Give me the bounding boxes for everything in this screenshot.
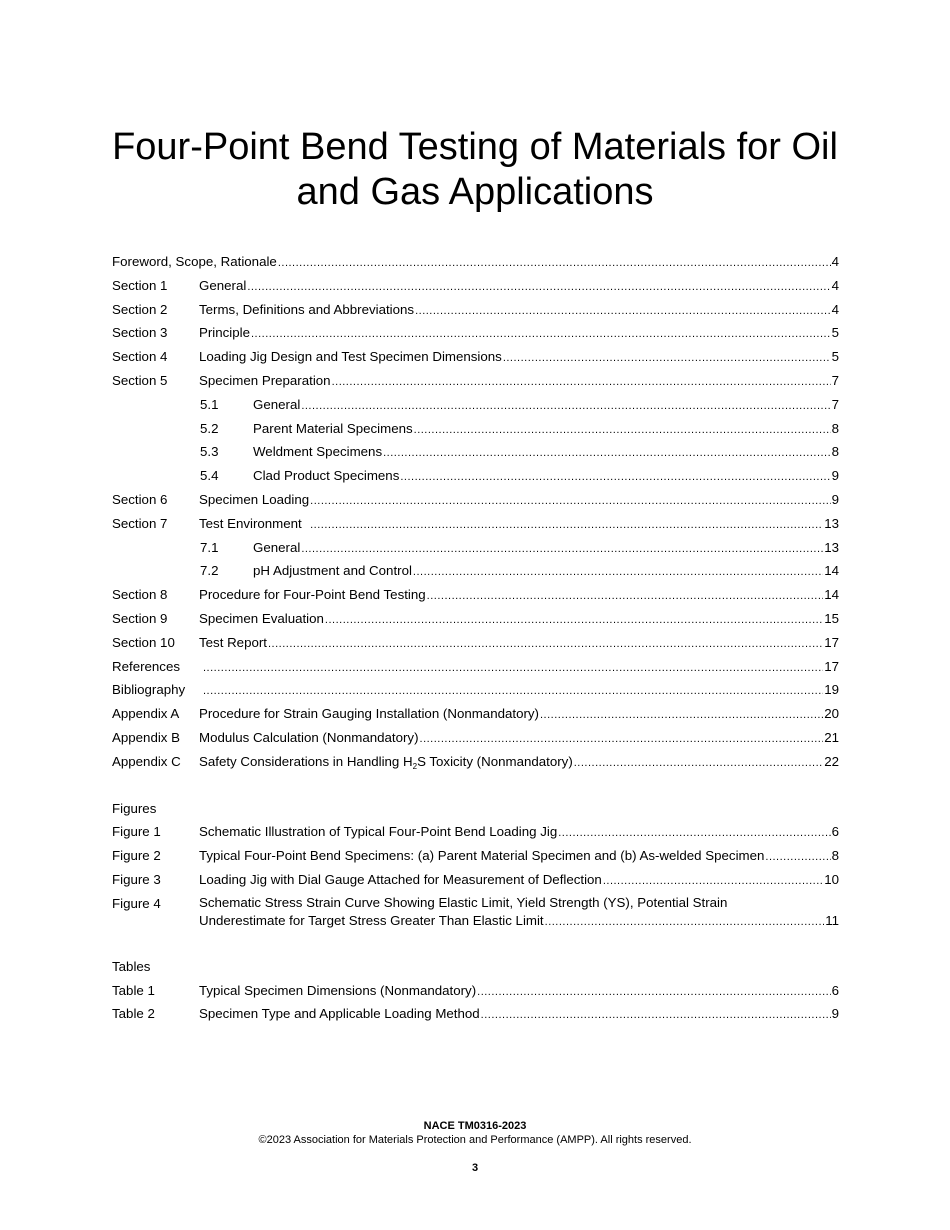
toc-page: 19	[824, 682, 839, 698]
toc-page: 14	[824, 587, 839, 603]
toc-label: Appendix B	[112, 729, 181, 745]
dot-leader	[325, 607, 823, 633]
toc-page: 11	[825, 912, 839, 928]
toc-text: General	[199, 277, 247, 293]
toc-page: 7	[831, 396, 839, 412]
figures-heading: Figures	[112, 800, 157, 816]
tables-heading: Tables	[112, 958, 151, 974]
toc-entry-section-6[interactable]	[112, 488, 839, 512]
toc-page: 20	[824, 706, 839, 722]
toc-page: 5	[831, 349, 839, 365]
dot-leader	[301, 536, 823, 562]
toc-subsection-number: 7.2	[200, 563, 219, 579]
toc-text: Typical Specimen Dimensions (Nonmandatory)	[199, 982, 477, 998]
toc-entry-7-2[interactable]	[112, 559, 839, 583]
dot-leader	[203, 655, 823, 681]
toc-entry-section-1[interactable]	[112, 274, 839, 298]
spacer	[112, 932, 839, 955]
toc-entry-section-8[interactable]	[112, 583, 839, 607]
toc-entry-5-1[interactable]	[112, 393, 839, 417]
toc-entry-appendix-b[interactable]	[112, 726, 839, 750]
dot-leader	[545, 912, 825, 931]
dot-leader	[414, 417, 831, 443]
toc-text: Test Environment	[199, 515, 310, 531]
toc-entry-table-2[interactable]	[112, 1002, 839, 1026]
toc-label: Section 5	[112, 372, 168, 388]
toc-entry-references[interactable]	[112, 655, 839, 679]
toc-page: 13	[824, 515, 839, 531]
toc-page: 22	[824, 753, 839, 769]
dot-leader	[413, 559, 823, 585]
toc-entry-7-1[interactable]	[112, 536, 839, 560]
toc-text-part: Safety Considerations in Handling H	[199, 753, 413, 769]
toc-entry-figure-3[interactable]	[112, 868, 839, 892]
copyright-notice: ©2023 Association for Materials Protection and Performance (AMPP). All rights reserved.	[258, 1134, 692, 1146]
title-line-2: and Gas Applications	[296, 171, 654, 213]
toc-text-part: S Toxicity (Nonmandatory)	[417, 753, 573, 769]
toc-text: Loading Jig with Dial Gauge Attached for Measurement of Deflection	[199, 871, 602, 887]
toc-entry-section-10[interactable]	[112, 631, 839, 655]
toc-page: 6	[831, 982, 839, 998]
title-line-1: Four-Point Bend Testing of Materials for Oil	[112, 126, 838, 168]
toc-page: 7	[831, 372, 839, 388]
dot-leader	[268, 631, 823, 657]
toc-subsection-number: 5.3	[200, 444, 219, 460]
toc-text: Specimen Type and Applicable Loading Method	[199, 1006, 480, 1022]
toc-subsection-number: 5.1	[200, 396, 219, 412]
toc-text: Loading Jig Design and Test Specimen Dimensions	[199, 349, 502, 365]
toc-page: 8	[831, 444, 839, 460]
dot-leader	[420, 726, 824, 752]
dot-leader	[383, 440, 831, 466]
toc-entry-appendix-c[interactable]	[112, 750, 839, 774]
toc-text: Parent Material Specimens	[253, 420, 413, 436]
dot-leader	[310, 512, 823, 538]
toc-label: Section 6	[112, 491, 168, 507]
toc-subsection-number: 5.2	[200, 420, 219, 436]
toc-page: 17	[824, 634, 839, 650]
toc-page: 9	[831, 491, 839, 507]
toc-page: 9	[831, 1006, 839, 1022]
toc-page: 13	[824, 539, 839, 555]
toc-entry-section-5[interactable]	[112, 369, 839, 393]
toc-entry-5-4[interactable]	[112, 464, 839, 488]
toc-text: Foreword, Scope, Rationale	[112, 254, 277, 269]
toc-entry-appendix-a[interactable]	[112, 702, 839, 726]
toc-label: Table 1	[112, 982, 155, 998]
toc-entry-5-3[interactable]	[112, 440, 839, 464]
toc-entry-section-9[interactable]	[112, 607, 839, 631]
page-number: 3	[471, 1162, 479, 1174]
toc-page: 17	[824, 658, 839, 674]
toc-label: Section 8	[112, 587, 168, 603]
toc-text: Test Report	[199, 634, 267, 650]
toc-text: Clad Product Specimens	[253, 468, 400, 484]
dot-leader	[603, 868, 823, 894]
toc-text: pH Adjustment and Control	[253, 563, 412, 579]
toc-entry-foreword[interactable]	[112, 250, 839, 274]
toc-entry-section-3[interactable]	[112, 321, 839, 345]
toc-text: General	[253, 396, 301, 412]
toc-text-line-1: Schematic Stress Strain Curve Showing Elastic Limit, Yield Strength (YS), Potential Strain	[199, 894, 728, 910]
toc-page: 5	[831, 325, 839, 341]
toc-text: Specimen Preparation	[199, 372, 331, 388]
toc-label: Section 1	[112, 277, 168, 293]
toc-entry-table-1[interactable]	[112, 979, 839, 1003]
dot-leader	[540, 702, 823, 728]
toc-page: 21	[824, 729, 839, 745]
toc-label: References	[112, 658, 180, 674]
toc-entry-section-7[interactable]	[112, 512, 839, 536]
toc-label: Section 10	[112, 634, 175, 650]
toc-page: 14	[824, 563, 839, 579]
toc-page: 15	[824, 610, 839, 626]
dot-leader	[310, 488, 830, 514]
toc-label: Appendix A	[112, 706, 180, 722]
toc-subsection-number: 5.4	[200, 468, 219, 484]
dot-leader	[301, 393, 830, 419]
dot-leader	[400, 464, 830, 490]
dot-leader	[251, 321, 831, 347]
toc-entry-figure-1[interactable]	[112, 820, 839, 844]
toc-label: Figure 1	[112, 824, 161, 840]
toc-label: Appendix C	[112, 753, 181, 769]
toc-text: General	[253, 539, 301, 555]
toc-text	[199, 750, 573, 779]
toc-entry-figure-2[interactable]	[112, 844, 839, 868]
toc-entry-section-2[interactable]	[112, 298, 839, 322]
toc-text: Weldment Specimens	[253, 444, 383, 460]
dot-leader	[278, 250, 831, 276]
toc-page: 10	[824, 871, 839, 887]
dot-leader	[481, 1002, 831, 1028]
subscript: 2	[412, 761, 418, 771]
dot-leader	[477, 979, 830, 1005]
toc-page: 4	[831, 277, 839, 293]
toc-text: Specimen Evaluation	[199, 610, 324, 626]
dot-leader	[765, 844, 830, 870]
toc-subsection-number: 7.1	[200, 539, 219, 555]
toc-text: Procedure for Four-Point Bend Testing	[199, 587, 426, 603]
toc-label: Section 9	[112, 610, 168, 626]
toc-page: 4	[831, 301, 839, 317]
dot-leader	[247, 274, 830, 300]
toc-entry-figure-4[interactable]	[112, 892, 839, 932]
toc-label: Section 7	[112, 515, 168, 531]
toc-label: Section 2	[112, 301, 168, 317]
toc-label: Section 4	[112, 349, 168, 365]
toc-text: Procedure for Strain Gauging Installation (Nonmandatory)	[199, 706, 539, 722]
toc-entry-section-4[interactable]	[112, 345, 839, 369]
toc-entry-bibliography[interactable]	[112, 678, 839, 702]
toc-page: 9	[831, 468, 839, 484]
toc-text: Typical Four-Point Bend Specimens: (a) Parent Material Specimen and (b) As-welded Specimen	[199, 848, 765, 864]
toc-page: 4	[831, 254, 839, 269]
toc-text: Schematic Illustration of Typical Four-Point Bend Loading Jig	[199, 824, 558, 840]
dot-leader	[415, 298, 831, 324]
toc-page: 6	[831, 824, 839, 840]
dot-leader	[503, 345, 831, 371]
toc-label: Section 3	[112, 325, 168, 341]
document-title	[0, 125, 950, 215]
dot-leader	[558, 820, 830, 846]
toc-label: Figure 4	[112, 895, 161, 911]
dot-leader	[332, 369, 831, 395]
toc-text: Terms, Definitions and Abbreviations	[199, 301, 415, 317]
dot-leader	[203, 678, 823, 704]
toc-text-line-2: Underestimate for Target Stress Greater Than Elastic Limit	[199, 912, 544, 928]
toc-page: 8	[831, 420, 839, 436]
dot-leader	[427, 583, 824, 609]
toc-entry-5-2[interactable]	[112, 417, 839, 441]
toc-text: Principle	[199, 325, 250, 341]
toc-text: Specimen Loading	[199, 491, 310, 507]
standard-designation: NACE TM0316-2023	[423, 1120, 527, 1132]
toc-label: Bibliography	[112, 682, 186, 698]
toc-page: 8	[831, 848, 839, 864]
table-of-contents	[112, 250, 839, 1026]
toc-label: Table 2	[112, 1006, 155, 1022]
dot-leader	[574, 750, 823, 776]
toc-label: Figure 2	[112, 848, 161, 864]
toc-text: Modulus Calculation (Nonmandatory)	[199, 729, 419, 745]
toc-label: Figure 3	[112, 871, 161, 887]
